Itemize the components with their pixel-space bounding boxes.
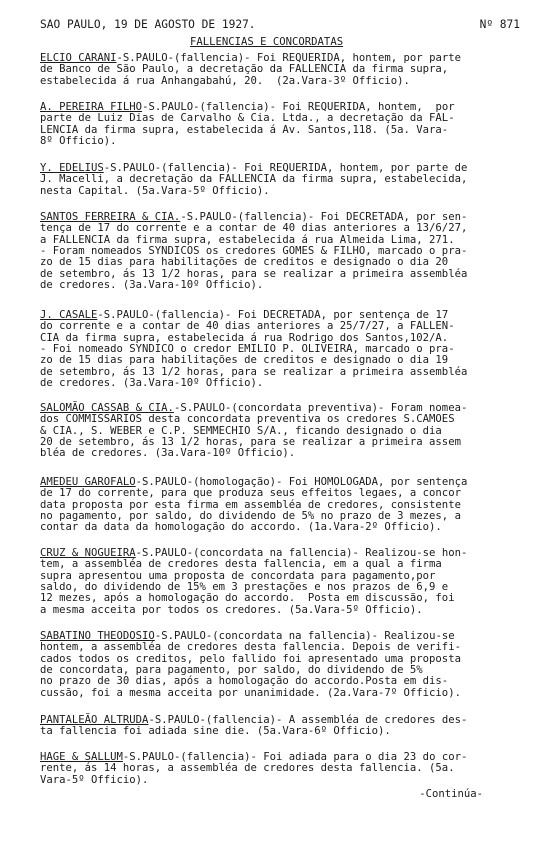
- entry-line: estabelecida á rua Anhangabahú, 20. (2a.Vara-3º Officio).: [40, 74, 410, 87]
- entry-lead: Y. EDELIUS: [40, 162, 104, 174]
- entry-text: -S.PAULO-(homologação)- Foi HOMOLOGADA, por sentença: [135, 476, 468, 488]
- entry-line: do corrente e a contar de 40 dias anteriores a 25/7/27, a FALLEN-: [40, 320, 455, 333]
- entry-line: ta fallencia foi adiada sine die. (5a.Vara-6º Officio).: [40, 725, 391, 738]
- entry-line: 8º Officio).: [40, 135, 117, 148]
- entry-text: -S.PAULO-(concordata na fallencia)- Realizou-se hon-: [135, 547, 468, 559]
- entry-lead: SANTOS FERREIRA & CIA.: [40, 211, 181, 223]
- entry-line: nesta Capital. (5a.Vara-5º Officio).: [40, 184, 270, 197]
- header-date: SAO PAULO, 19 DE AGOSTO DE 1927.: [40, 18, 256, 31]
- entry-line: - Foram nomeados SYNDICOS os credores GOMES & FILHO, marcado o pra-: [40, 245, 468, 258]
- entry-line: saldo, do dividendo de 15% em 3 prestações e nos prazos de 6,9 e: [40, 581, 449, 594]
- entry-line: CIA da firma supra, estabelecida á rua Rodrigo dos Santos,102/A.: [40, 331, 449, 344]
- entry-line: no prazo de 30 dias, após a homologação do accordo.Posta em dis-: [40, 675, 449, 688]
- entry-line: 12 mezes, após a homologação do accordo. Posta em discussão, foi: [40, 592, 455, 605]
- entry-line: contar da data da homologação do accordo. (1a.Vara-2º Officio).: [40, 521, 442, 534]
- entry-line: zo de 15 dias para habilitações de creditos e designado o dia 20: [40, 256, 449, 269]
- entry-lead: PANTALEÃO ALTRUDA: [40, 714, 149, 726]
- section-title: FALLENCIAS E CONCORDATAS: [190, 36, 344, 48]
- entry-lead: ELCIO CARANI: [40, 52, 117, 64]
- entry: [40, 403, 520, 460]
- entry-text: -S.PAULO-(fallencia)- Foi adiada para o dia 23 do cor-: [122, 751, 468, 763]
- entry: [40, 752, 520, 786]
- entry-line: cussão, foi a mesma acceita por unanimidade. (2a.Vara-7º Officio).: [40, 686, 461, 699]
- entry-line: J. Macelli, a decretação da FALLENCIA da firma supra, estabelecida,: [40, 173, 468, 186]
- entry-line: LENCIA da firma supra, estabelecida á Av. Santos,118. (5a. Vara-: [40, 123, 449, 136]
- entry-text: -S.PAULO-(fallencia)- Foi DECRETADA, por sentença de 17: [97, 309, 449, 321]
- entry-line: hontem, a assembléa de credores desta fallencia. Depois de verifi-: [40, 641, 461, 654]
- entry-lead: SALOMÃO CASSAB & CIA.: [40, 402, 174, 414]
- entry-line: tença de 17 do corrente e a contar de 40 dias anteriores a 13/6/27,: [40, 222, 468, 235]
- entry-text: -S.PAULO-(fallencia)- Foi REQUERIDA, hontem, por parte de: [103, 162, 468, 174]
- entry-text: -S.PAULO-(fallencia)- Foi REQUERIDA, hontem, por: [142, 101, 455, 113]
- entry-line: de setembro, ás 13 1/2 horas, para se realizar a primeira assembléa: [40, 365, 468, 378]
- entry-lead: HAGE & SALLUM: [40, 751, 123, 763]
- entry-lead: AMEDEU GAROFALO: [40, 476, 136, 488]
- page-header: [40, 18, 520, 32]
- entry-line: rente, ás 14 horas, a assembléa de credores desta fallencia. (5a.: [40, 762, 455, 775]
- entry-line: parte de Luiz Dias de Carvalho & Cia. Ltda., a decretação da FAL-: [40, 112, 455, 125]
- entry-line: de setembro, ás 13 1/2 horas, para se realizar a primeira assembléa: [40, 267, 468, 280]
- entry-text: -S.PAULO-(concordata na fallencia)- Realizou-se: [154, 630, 455, 642]
- entry: [40, 715, 520, 738]
- entry-text: -S.PAULO-(concordata preventiva)- Foram nomea-: [173, 402, 468, 414]
- entry-text: -S.PAULO-(fallencia)- Foi DECRETADA, por sen-: [180, 211, 468, 223]
- entry: [40, 310, 520, 389]
- bulletin-number: Nº 871: [479, 18, 520, 31]
- entry-line: de credores. (3a.Vara-10º Officio).: [40, 377, 264, 390]
- entry-text: -S.PAULO-(fallencia)- A assembléa de credores des-: [148, 714, 468, 726]
- entry-line: - Foi nomeado SYNDICO o credor EMILIO P. OLIVEIRA, marcado o pra-: [40, 343, 455, 356]
- entry: [40, 548, 520, 616]
- entry: [40, 477, 520, 534]
- entry-lead: J. CASALE: [40, 309, 98, 321]
- entry-line: a FALLENCIA da firma supra, estabelecida á rua Almeida Lima, 271.: [40, 233, 455, 246]
- entry-line: & CIA., S. WEBER e C.P. SEMMECHIO S/A., ficando designado o dia: [40, 424, 442, 437]
- entry-line: zo de 15 dias para habilitações de creditos e designado o dia 19: [40, 354, 449, 367]
- entry-lead: SABATINO THEODOSIO: [40, 630, 155, 642]
- entry-line: no pagamento, por saldo, do dividendo de 5% no prazo de 3 mezes, a: [40, 510, 461, 523]
- entry-line: dos COMMISSARIOS desta concordata preventiva os credores S.CAMOES: [40, 413, 455, 426]
- entry-line: data proposta por esta firma em assembléa de credores, consistente: [40, 498, 461, 511]
- entry-line: tem, a assembléa de credores desta fallencia, em a qual a firma: [40, 558, 442, 571]
- entry-lead: CRUZ & NOGUEIRA: [40, 547, 136, 559]
- entry-line: a mesma acceita por todos os credores. (5a.Vara-5º Officio).: [40, 603, 423, 616]
- entry-text: -S.PAULO-(fallencia)- Foi REQUERIDA, hontem, por parte: [116, 52, 461, 64]
- continue-note: -Continúa-: [419, 788, 483, 800]
- entry: [40, 631, 520, 699]
- entry-line: bléa de credores. (3a.Vara-10º Officio).: [40, 447, 296, 460]
- entry: [40, 212, 520, 291]
- entry-line: de credores. (3a.Vara-10º Officio).: [40, 279, 264, 292]
- entry: [40, 163, 520, 197]
- entry-lead: A. PEREIRA FILHO: [40, 101, 143, 113]
- entry-line: 20 de setembro, ás 13 1/2 horas, para se realizar a primeira assem: [40, 436, 461, 449]
- entry: [40, 102, 520, 147]
- entry-line: de Banco de São Paulo, a decretação da FALLENCIA da firma supra,: [40, 63, 449, 76]
- entry: [40, 53, 520, 87]
- entry-line: de concordata, para pagamento, por saldo, do dividendo de 5%: [40, 664, 423, 677]
- entry-line: de 17 do corrente, para que produza seus effeitos legaes, a concor: [40, 487, 461, 500]
- entry-line: supra apresentou uma proposta de concordata para pagamento,por: [40, 569, 436, 582]
- entry-line: cados todos os creditos, pelo fallido foi apresentado uma proposta: [40, 652, 461, 665]
- entry-line: Vara-5º Officio).: [40, 773, 149, 786]
